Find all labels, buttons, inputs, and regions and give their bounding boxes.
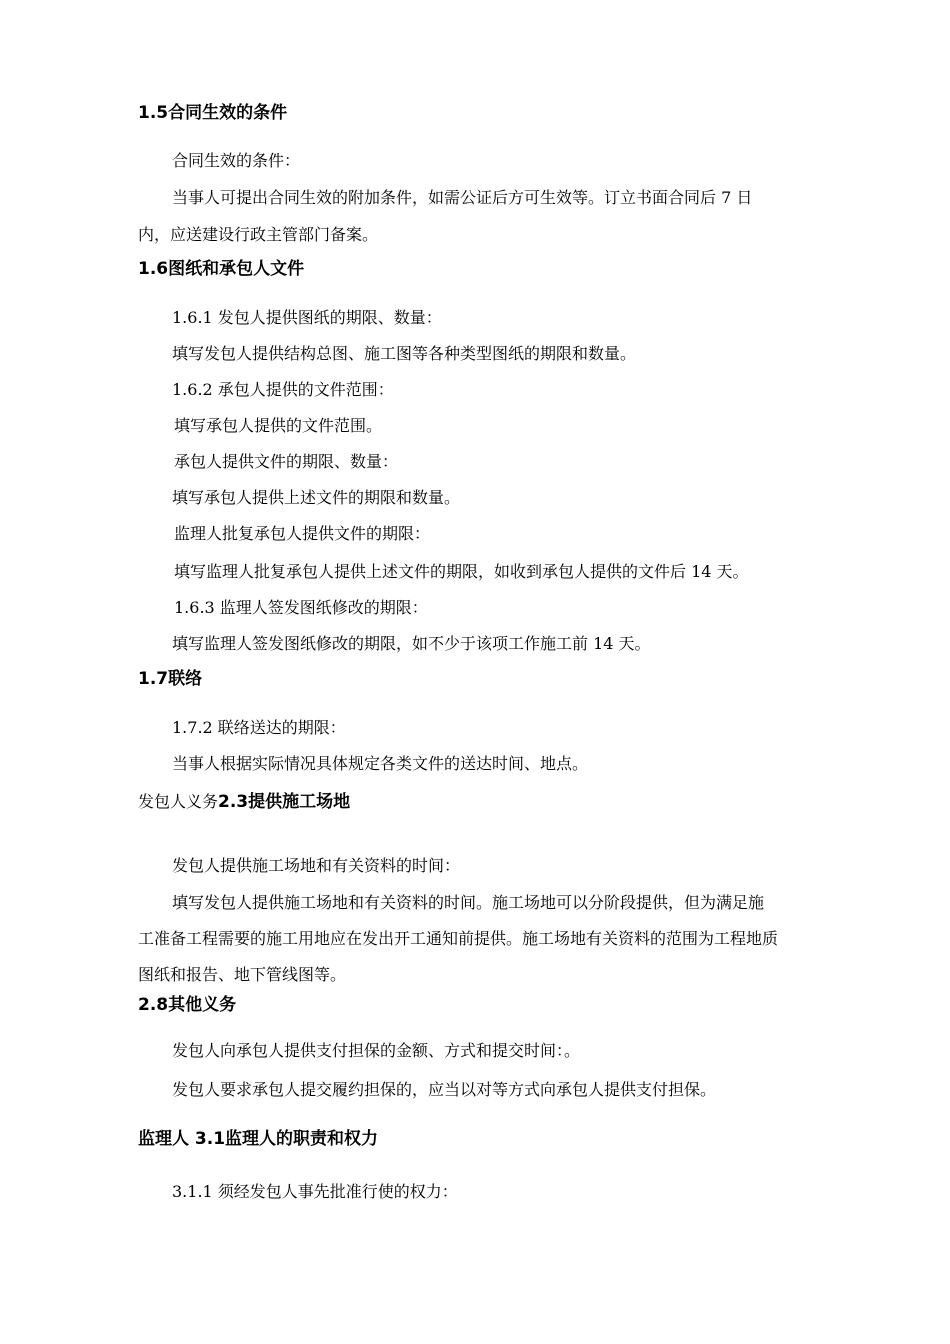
paragraph-label: 合同生效的条件： <box>172 151 301 170</box>
section-heading-1-5: 1.5合同生效的条件 <box>138 103 288 123</box>
paragraph-line: 当事人可提出合同生效的附加条件，如需公证后方可生效等。订立书面合同后 7 日 <box>172 188 753 207</box>
paragraph-line: 1.6.1 发包人提供图纸的期限、数量： <box>172 308 442 327</box>
paragraph-line: 1.7.2 联络送达的期限： <box>172 718 346 737</box>
paragraph-line: 填写发包人提供结构总图、施工图等各种类型图纸的期限和数量。 <box>172 344 637 363</box>
paragraph-line: 发包人要求承包人提交履约担保的，应当以对等方式向承包人提供支付担保。 <box>172 1080 717 1099</box>
paragraph-line: 内，应送建设行政主管部门备案。 <box>138 225 379 244</box>
paragraph-line: 承包人提供文件的期限、数量： <box>174 452 399 471</box>
section-heading-3-1: 监理人 3.1监理人的职责和权力 <box>138 1129 379 1149</box>
paragraph-line: 填写监理人批复承包人提供上述文件的期限，如收到承包人提供的文件后 14 天。 <box>174 562 749 581</box>
paragraph-label: 发包人提供施工场地和有关资料的时间： <box>172 856 461 875</box>
section-heading-1-6: 1.6图纸和承包人文件 <box>138 259 305 279</box>
paragraph-line: 填写发包人提供施工场地和有关资料的时间。施工场地可以分阶段提供，但为满足施 <box>172 893 765 912</box>
heading-prefix: 发包人义务 <box>138 792 219 811</box>
paragraph-line: 发包人向承包人提供支付担保的金额、方式和提交时间：。 <box>172 1041 581 1060</box>
paragraph-line: 填写监理人签发图纸修改的期限，如不少于该项工作施工前 14 天。 <box>172 634 651 653</box>
paragraph-line: 1.6.3 监理人签发图纸修改的期限： <box>174 598 428 617</box>
heading-text: 2.3提供施工场地 <box>218 792 351 812</box>
paragraph-line: 工准备工程需要的施工用地应在发出开工通知前提供。施工场地有关资料的范围为工程地质 <box>138 929 779 948</box>
section-heading-2-3 <box>138 792 350 812</box>
section-heading-1-7: 1.7联络 <box>138 669 203 689</box>
paragraph-line: 当事人根据实际情况具体规定各类文件的送达时间、地点。 <box>172 754 589 773</box>
paragraph-line: 填写承包人提供上述文件的期限和数量。 <box>172 488 461 507</box>
paragraph-line: 图纸和报告、地下管线图等。 <box>138 965 347 984</box>
paragraph-line: 3.1.1 须经发包人事先批准行使的权力： <box>172 1182 458 1201</box>
paragraph-line: 1.6.2 承包人提供的文件范围： <box>172 380 394 399</box>
paragraph-line: 监理人批复承包人提供文件的期限： <box>174 524 431 543</box>
section-heading-2-8: 2.8其他义务 <box>138 995 237 1015</box>
paragraph-line: 填写承包人提供的文件范围。 <box>174 416 383 435</box>
